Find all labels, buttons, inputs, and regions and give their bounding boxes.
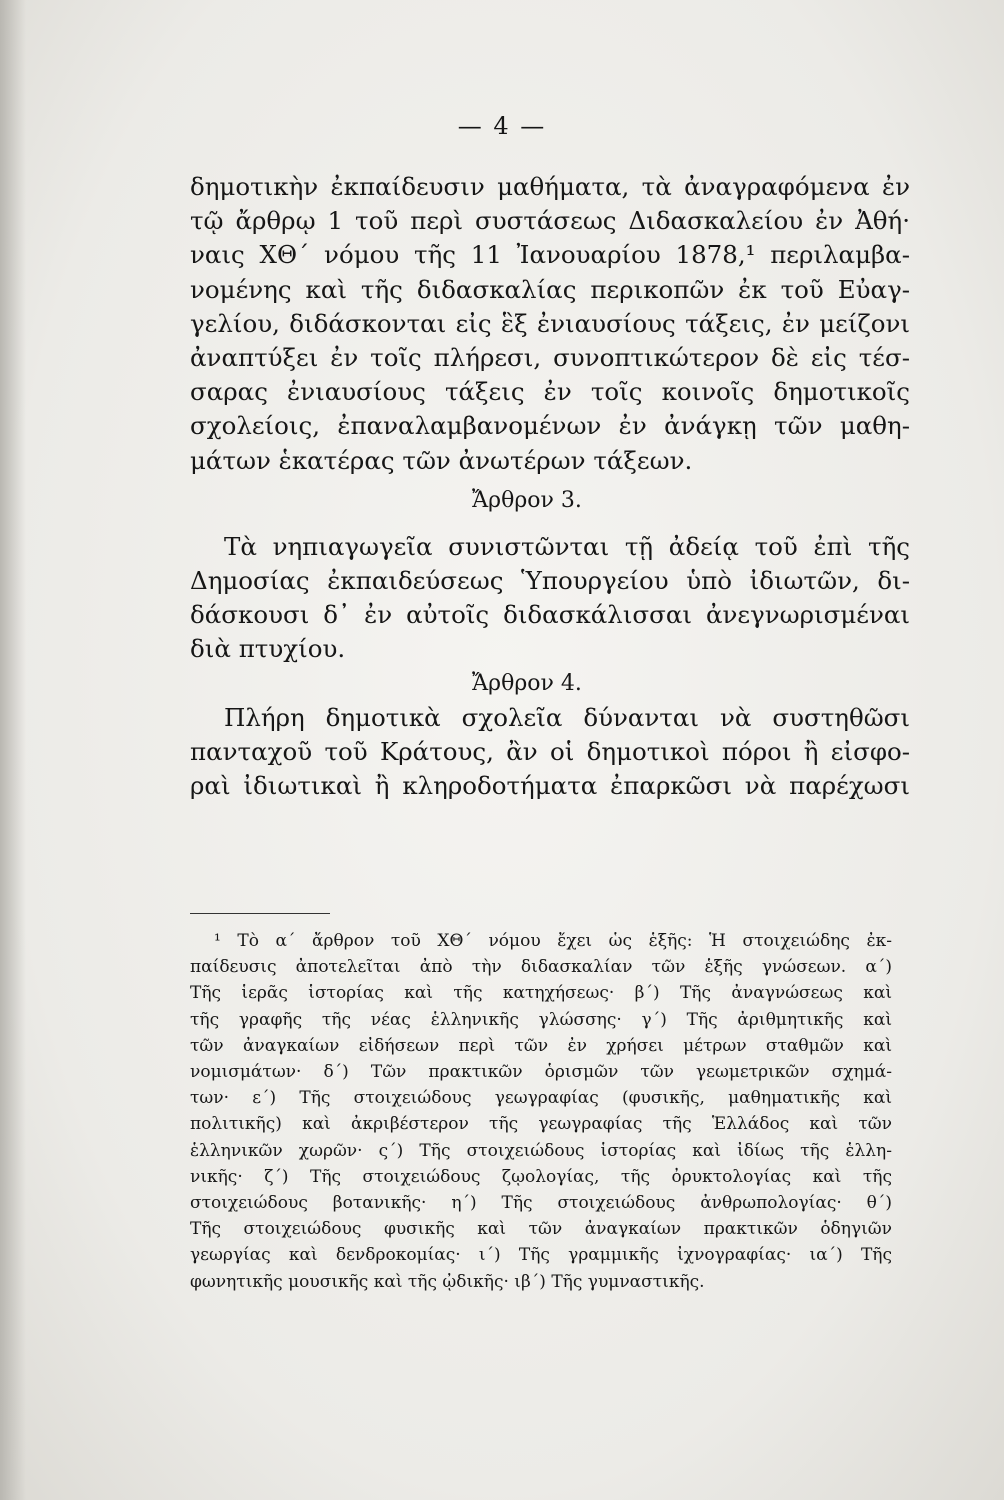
footnote-divider [190, 913, 330, 914]
footnote-line: Τῆς ἱερᾶς ἱστορίας καὶ τῆς κατηχήσεως· β΄) Τῆς ἀναγνώσεως καὶ [190, 983, 892, 1004]
footnote-line: νικῆς· ζ΄) Τῆς στοιχειώδους ζῳολογίας, τῆς ὀρυκτολογίας καὶ τῆς [190, 1166, 892, 1187]
footnote-line: ἑλληνικῶν χωρῶν· ς΄) Τῆς στοιχειώδους ἱστορίας καὶ ἰδίως τῆς ἑλλη- [190, 1140, 892, 1161]
footnote-line: τῶν ἀναγκαίων εἰδήσεων περὶ τῶν ἐν χρήσει μέτρων σταθμῶν καὶ [190, 1035, 892, 1056]
text-line: πανταχοῦ τοῦ Κράτους, ἂν οἱ δημοτικοὶ πόροι ἢ εἰσφο- [190, 736, 910, 766]
article-4-heading: Ἄρθρον 4. [472, 670, 582, 696]
text-line: σχολείοις, ἐπαναλαμβανομένων ἐν ἀνάγκῃ τῶν μαθη- [190, 411, 910, 441]
text-line: Πλήρη δημοτικὰ σχολεῖα δύνανται νὰ συστηθῶσι [224, 702, 910, 732]
footnote-line: Τῆς στοιχειώδους φυσικῆς καὶ τῶν ἀναγκαίων πρακτικῶν ὁδηγιῶν [190, 1219, 892, 1240]
footnote-line: πολιτικῆς) καὶ ἀκριβέστερον τῆς γεωγραφίας τῆς Ἑλλάδος καὶ τῶν [190, 1114, 892, 1135]
text-line: ραὶ ἰδιωτικαὶ ἢ κληροδοτήματα ἐπαρκῶσι νὰ παρέχωσι [190, 771, 910, 801]
footnote-line: στοιχειώδους βοτανικῆς· η΄) Τῆς στοιχειώδους ἀνθρωπολογίας· θ΄) [190, 1193, 892, 1214]
footnote [190, 928, 892, 1295]
article-3-heading: Ἄρθρον 3. [472, 487, 582, 513]
text-line: Δημοσίας ἐκπαιδεύσεως Ὑπουργείου ὑπὸ ἰδιωτῶν, δι- [190, 566, 910, 596]
text-line: ἀναπτύξει ἐν τοῖς πλήρεσι, συνοπτικώτερον δὲ εἰς τέσ- [190, 343, 910, 373]
text-line: τῷ ἄρθρῳ 1 τοῦ περὶ συστάσεως Διδασκαλείου ἐν Ἀθή· [190, 206, 910, 236]
text-line: ναις ΧΘ΄ νόμου τῆς 11 Ἰανουαρίου 1878,¹ περιλαμβα- [190, 240, 910, 270]
footnote-line: φωνητικῆς μουσικῆς καὶ τῆς ᾠδικῆς· ιβ΄) Τῆς γυμναστικῆς. [190, 1271, 705, 1292]
footnote-line: τῆς γραφῆς τῆς νέας ἑλληνικῆς γλώσσης· γ΄) Τῆς ἀριθμητικῆς καὶ [190, 1009, 892, 1030]
text-line: δάσκουσι δ᾽ ἐν αὐτοῖς διδασκάλισσαι ἀνεγνωρισμέναι [190, 600, 910, 630]
footnote-line: των· ε΄) Τῆς στοιχειώδους γεωγραφίας (φυσικῆς, μαθηματικῆς καὶ [190, 1088, 892, 1109]
footnote-line: νομισμάτων· δ΄) Τῶν πρακτικῶν ὁρισμῶν τῶν γεωμετρικῶν σχημά- [190, 1062, 892, 1083]
footnote-line: ¹ Τὸ α΄ ἄρθρον τοῦ ΧΘ΄ νόμου ἔχει ὡς ἑξῆς: Ἡ στοιχειώδης ἐκ- [214, 931, 892, 951]
text-line: μάτων ἑκατέρας τῶν ἀνωτέρων τάξεων. [190, 445, 693, 475]
main-text [190, 170, 910, 803]
footnote-line: παίδευσις ἀποτελεῖται ἀπὸ τὴν διδασκαλίαν τῶν ἑξῆς γνώσεων. α΄) [190, 957, 892, 978]
page-binding-shadow [0, 0, 26, 1500]
text-line: σαρας ἐνιαυσίους τάξεις ἐν τοῖς κοινοῖς δημοτικοῖς [190, 377, 910, 407]
text-line: διὰ πτυχίου. [190, 634, 346, 664]
page-number: — 4 — [457, 112, 547, 140]
text-line: δημοτικὴν ἐκπαίδευσιν μαθήματα, τὰ ἀναγραφόμενα ἐν [190, 172, 910, 201]
text-line: νομένης καὶ τῆς διδασκαλίας περικοπῶν ἐκ τοῦ Εὐαγ- [190, 274, 910, 304]
footnote-line: γεωργίας καὶ δενδροκομίας· ι΄) Τῆς γραμμικῆς ἰχνογραφίας· ια΄) Τῆς [190, 1245, 892, 1266]
text-line: Τὰ νηπιαγωγεῖα συνιστῶνται τῇ ἀδείᾳ τοῦ ἐπὶ τῆς [224, 531, 910, 561]
text-line: γελίου, διδάσκονται εἰς ἓξ ἐνιαυσίους τάξεις, ἐν μείζονι [190, 308, 910, 338]
